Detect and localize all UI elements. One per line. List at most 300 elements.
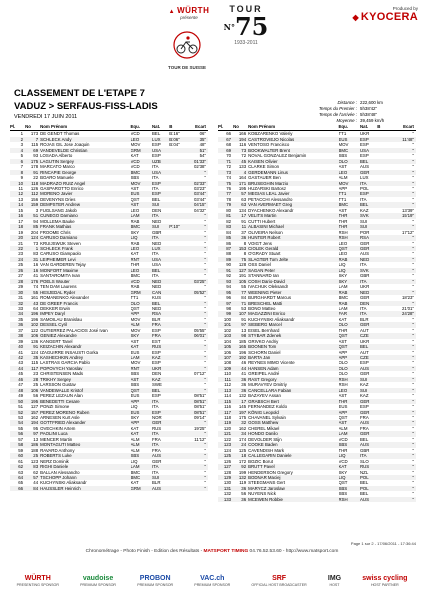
cell-nation: GER <box>360 322 377 327</box>
cell-team: LAM <box>338 305 348 311</box>
cell-nation: ESP <box>152 327 161 333</box>
cell-team: LEO <box>339 170 361 175</box>
cell-name: BALLAN Alessandro <box>40 469 80 475</box>
cell-gap: " <box>412 196 414 202</box>
cell-gap: " <box>392 497 416 502</box>
cell-gap: " <box>184 170 208 175</box>
cell-gap: " <box>204 480 206 486</box>
sponsor-logo <box>17 575 59 587</box>
cell-team: TT1 <box>130 295 139 301</box>
cell-gap: " <box>412 153 414 159</box>
sponsor-logo <box>194 575 230 587</box>
cell-gap: " <box>184 431 208 436</box>
cell-team: VCD <box>338 458 348 464</box>
cell-number: 107 <box>233 311 248 316</box>
cell-place: 122 <box>223 436 232 442</box>
cell-gap: " <box>204 262 206 268</box>
cell-team: KAT <box>130 251 139 257</box>
cell-number: 133 <box>238 164 247 170</box>
cell-gap: " <box>392 224 416 229</box>
cell-gap: " <box>392 191 416 196</box>
cell-team: SKY <box>338 273 348 279</box>
cell-team: GRM <box>131 148 153 153</box>
cell-name: LASTRAS GARCIA Pablo <box>40 360 90 366</box>
cell-place: 64 <box>10 475 25 480</box>
cell-team: SBS <box>130 175 140 181</box>
cell-gap: 08'51" <box>184 410 208 415</box>
cell-team: GRM <box>131 290 153 295</box>
cell-gap: " <box>184 268 208 273</box>
cell-number: 22 <box>33 175 39 181</box>
cell-gap: 02'33" <box>184 181 208 186</box>
cell-place: 112 <box>224 382 232 388</box>
cell-place: 8 <box>10 170 25 175</box>
cell-team: APP <box>338 349 348 355</box>
cell-nation: ITA <box>152 185 159 191</box>
cell-nation: SUI <box>152 202 169 207</box>
cell-place: 131 <box>218 486 233 491</box>
cell-number: 199 <box>238 469 247 475</box>
info-label: Moyenne : <box>336 118 357 123</box>
cell-number: 11 <box>233 224 248 229</box>
sponsor-name: SRF <box>272 575 287 582</box>
cell-team: KAT <box>130 153 139 159</box>
cell-team: LEO <box>131 137 153 142</box>
cell-bonus: B:16" <box>169 131 180 137</box>
cell-number: 41 <box>33 273 39 279</box>
cell-team: LEO <box>130 207 140 213</box>
cell-number: 31 <box>25 257 40 262</box>
cell-nation: CZE <box>360 333 377 338</box>
cell-bonus: P:10" <box>169 224 184 229</box>
cell-place: 40 <box>10 344 25 349</box>
cell-team: LIQ <box>339 268 361 273</box>
cell-name: MAGAZZINI Enrico <box>248 311 338 316</box>
cell-number: 45 <box>233 159 248 164</box>
cell-team: THR <box>339 213 361 218</box>
cell-place: 72 <box>226 164 232 170</box>
cell-number: 188 <box>30 447 39 453</box>
cell-gap: " <box>184 366 208 371</box>
cell-number: 17 <box>233 399 248 404</box>
cell-gap: 51" <box>184 148 208 153</box>
cell-name: SLAGTER Tom Jelte <box>248 257 338 262</box>
cell-nation: KAZ <box>152 355 169 360</box>
cell-name: LEIPHEIMER Levi <box>40 257 130 262</box>
cell-number: 34 <box>233 431 248 436</box>
cell-gap: 15'19" <box>392 213 416 218</box>
cell-name: MENCER Martin <box>40 436 73 442</box>
cell-place: 48 <box>10 388 25 393</box>
cell-nation: NZL <box>360 469 369 475</box>
cell-place: 71 <box>218 159 233 164</box>
tour-number <box>220 14 272 40</box>
cell-name: KOBZARENKO Valeriy <box>248 131 293 137</box>
cell-gap: " <box>412 349 414 355</box>
cell-gap: " <box>412 142 414 148</box>
cell-number: 71 <box>233 301 248 306</box>
cell-gap: " <box>392 301 416 306</box>
cell-nation: DEN <box>152 371 162 377</box>
emblem-caption: TOUR DE SUISSE <box>168 65 206 70</box>
cell-gap: " <box>412 425 414 431</box>
cell-bonus: B:06" <box>169 137 184 142</box>
cell-place: 60 <box>10 453 25 458</box>
cell-nation: ITA <box>360 453 377 458</box>
cell-nation: BEL <box>360 436 369 442</box>
cell-team: THR <box>338 327 348 333</box>
cell-team: LEO <box>131 268 153 273</box>
cell-place: 69 <box>218 148 233 153</box>
cell-place: 62 <box>10 464 25 469</box>
cell-name: CUTTI Hubert <box>248 218 276 224</box>
cell-number: 91 <box>241 218 247 224</box>
cell-gap: " <box>184 475 208 480</box>
cell-gap: " <box>204 273 206 279</box>
cell-gap: " <box>204 349 206 355</box>
cell-number: 162 <box>238 425 247 431</box>
cell-number: 46 <box>241 360 247 366</box>
cell-number: 28 <box>25 377 40 382</box>
cell-gap: " <box>204 316 206 322</box>
cell-nation: FRA <box>152 333 169 338</box>
cell-team: OLO <box>131 301 153 306</box>
cell-team: LIQ <box>339 475 361 480</box>
cell-team: RSH <box>339 235 361 240</box>
cell-number: 91 <box>25 170 40 175</box>
cell-gap: " <box>184 486 208 491</box>
cell-nation: ITA <box>152 464 169 469</box>
cell-name: NERZ Dominik <box>40 458 69 464</box>
cell-nation: UZB <box>152 159 169 164</box>
cell-place: 9 <box>20 175 24 181</box>
cell-team: EUS <box>130 393 140 399</box>
cell-team: OLO <box>338 360 348 366</box>
cell-nation: BEL <box>360 202 377 207</box>
cell-number: 36 <box>233 388 248 393</box>
cell-nation: BEL <box>360 344 377 349</box>
cell-nation: UKR <box>360 131 370 137</box>
header-bonus: B <box>169 124 184 131</box>
cell-nation: LUX <box>152 246 169 251</box>
cell-number: 94 <box>33 218 39 224</box>
sponsor-name: VAC.ch <box>200 575 225 582</box>
cell-name: BONO Matteo <box>248 305 276 311</box>
cell-name: COSH Dario-David <box>248 279 338 284</box>
cell-nation: SVK <box>360 268 377 273</box>
cell-team: LAM <box>131 213 153 218</box>
cell-team: KAT <box>131 344 153 349</box>
cell-gap: " <box>392 202 416 207</box>
cell-team: TT1 <box>338 131 347 137</box>
cell-gap: " <box>392 333 416 338</box>
cell-number: 83 <box>25 464 40 469</box>
cell-place: 80 <box>226 207 232 213</box>
cell-number: 125 <box>238 447 247 453</box>
cell-place: 111 <box>218 377 233 382</box>
cell-name: PEREZ LEZAUN Alan <box>40 393 83 399</box>
cell-nation: FRA <box>152 322 169 327</box>
sponsor-caption: PREMIUM SPONSOR <box>80 583 117 587</box>
cell-number: 175 <box>238 415 247 421</box>
cell-place: 32 <box>10 301 25 306</box>
footer-suffix: 04.76.52.53.60 - http://www.matsport.com <box>248 549 339 554</box>
cell-team: BMC <box>339 202 361 207</box>
cell-nation: USA <box>152 257 169 262</box>
sponsor-name: PROBON <box>139 575 171 582</box>
cell-team: RAB <box>339 257 361 262</box>
cell-team: KAT <box>338 316 347 322</box>
cell-place: 28 <box>10 279 25 284</box>
cell-number: 18 <box>233 453 248 458</box>
cell-number: 51 <box>25 213 40 218</box>
cell-gap: 19'25" <box>193 425 206 431</box>
cell-team: RNT <box>131 257 153 262</box>
cell-nation: BEL <box>360 480 369 486</box>
cell-number: 166 <box>238 131 247 137</box>
cell-team: QST <box>339 333 361 338</box>
cell-number: 145 <box>238 404 247 410</box>
cell-number: 127 <box>30 404 39 410</box>
cell-name: KAISEN Olivier <box>248 159 338 164</box>
cell-nation: EST <box>152 338 161 344</box>
cell-gap: 02'38" <box>193 164 206 170</box>
cell-name: CUNEGO Damiano <box>40 213 130 218</box>
cell-gap: " <box>392 475 416 480</box>
cell-name: CALLEGARIN Daniele <box>248 453 338 458</box>
cell-number: 161 <box>30 295 39 301</box>
cell-gap: " <box>412 360 414 366</box>
cell-nation: SVK <box>360 213 377 218</box>
cell-gap: 06'01" <box>184 333 208 338</box>
results-body-left <box>10 131 208 491</box>
cell-gap: " <box>392 410 416 415</box>
cell-place: 106 <box>223 349 232 355</box>
cell-name: FERNANDEZ Koldo <box>248 404 287 410</box>
cell-name: WEENING Pieter <box>248 290 338 295</box>
cell-place: 133 <box>218 497 233 502</box>
cell-team: EUS <box>339 137 361 142</box>
cell-name: DESSEL Cyril <box>40 322 130 327</box>
cell-gap: " <box>412 273 414 279</box>
cell-number: 164 <box>238 175 247 181</box>
cell-gap: " <box>412 251 414 257</box>
sponsor-logo <box>251 575 306 587</box>
sponsor-caption: PREMIUM SPONSOR <box>137 583 174 587</box>
cell-place: 25 <box>18 262 24 268</box>
cell-name: VELITS Martin <box>248 213 338 218</box>
cell-gap: " <box>392 399 416 404</box>
cell-gap: " <box>184 322 208 327</box>
cell-number: 134 <box>238 207 247 213</box>
cell-number: 36 <box>233 377 248 382</box>
cell-place: 22 <box>10 246 25 251</box>
cell-team: OLO <box>339 366 361 371</box>
sponsor-logo <box>80 575 116 587</box>
cell-name: IZAGUIRRE INSAUSTI Gorka <box>40 349 99 355</box>
info-value: 222,600 km <box>360 100 383 105</box>
produced-by-text: Produced by <box>392 6 418 11</box>
cell-place: 52 <box>10 410 25 415</box>
cell-gap: 11'48" <box>392 137 416 142</box>
cell-gap: " <box>392 290 416 295</box>
cell-number: 16 <box>25 268 40 273</box>
cell-number: 153 <box>233 246 248 251</box>
cell-number: 56 <box>241 491 247 497</box>
cell-team: SBS <box>339 486 361 491</box>
cell-number: 44 <box>33 480 39 486</box>
cell-name: MEGIAS LEAL Javier <box>248 191 338 196</box>
cell-name: SAGAN Peter <box>248 268 338 273</box>
sponsor-name: WÜRTH <box>24 575 51 582</box>
cell-name: O'GRADY Stuart <box>248 251 281 257</box>
cell-name: PAOLINI Luca <box>40 431 130 436</box>
cell-nation: NED <box>152 305 162 311</box>
cell-number: 63 <box>233 202 248 207</box>
cell-nation: GBR <box>152 229 162 235</box>
cell-number: 75 <box>233 257 248 262</box>
cell-name: NOVAL GONZALEZ Benjamin <box>248 153 307 159</box>
cell-team: AST <box>338 207 347 213</box>
info-label: Distance : <box>337 100 357 105</box>
cell-name: BAZAYEV Assan <box>248 393 281 399</box>
cell-name: BOONEN Tom <box>248 344 338 349</box>
cell-nation: GER <box>360 410 377 415</box>
kyocera-name: ◆ KYOCERA <box>346 11 418 23</box>
cell-place: 114 <box>224 393 232 399</box>
cell-place: 37 <box>18 327 24 333</box>
cell-number: 185 <box>238 338 247 344</box>
cell-place: 86 <box>226 240 232 246</box>
header-nation: Nat. <box>360 124 377 131</box>
cell-number: 157 <box>25 410 40 415</box>
cell-gap: " <box>184 246 208 251</box>
cell-place: 10 <box>10 181 25 186</box>
cell-gap: " <box>204 469 206 475</box>
cell-place: 20 <box>10 235 25 240</box>
cell-nation: NED <box>152 240 162 246</box>
cell-gap: 08'51" <box>184 399 208 404</box>
info-label: Temps du Premier : <box>318 106 357 111</box>
cell-number: 55 <box>25 290 40 295</box>
cell-gap: " <box>204 458 206 464</box>
cell-place: 14 <box>10 202 25 207</box>
cell-nation: GER <box>152 420 169 425</box>
cell-team: SBS <box>130 382 140 388</box>
cell-nation: DEN <box>360 301 377 306</box>
cell-number: 93 <box>33 153 39 159</box>
cell-name: GRIVKO Andriy <box>248 338 279 344</box>
cell-nation: BLR <box>152 316 161 322</box>
cell-nation: SLO <box>360 458 369 464</box>
cell-place: 3 <box>20 142 24 148</box>
cell-name: PEREZ MORENO Ruben <box>40 410 130 415</box>
cell-number: 36 <box>233 497 248 502</box>
cell-name: DEMPSTER Andrew <box>40 202 130 207</box>
cell-nation: UKR <box>360 338 370 344</box>
cell-number: 55 <box>241 284 247 290</box>
cell-place: 76 <box>226 185 232 191</box>
footer-prefix: Chronométrage - Photo Finish - Edition des Résultats - <box>85 549 204 554</box>
cell-place: 82 <box>226 218 232 224</box>
cell-place: 43 <box>18 360 24 366</box>
cell-nation: AUS <box>152 486 169 491</box>
cell-place: 50 <box>10 399 25 404</box>
cell-place: 132 <box>223 491 232 497</box>
cell-name: SIEBERG Marcel <box>248 322 338 327</box>
cell-number: 196 <box>25 311 40 316</box>
cell-team: RAB <box>339 301 361 306</box>
results-tables <box>8 124 418 540</box>
cell-number: 191 <box>238 273 247 279</box>
cell-team: VCD <box>338 436 348 442</box>
cell-number: 32 <box>233 420 248 425</box>
cell-gap: " <box>392 344 416 349</box>
table-header-row <box>10 124 208 131</box>
cell-place: 87 <box>218 246 233 251</box>
cell-place: 35 <box>18 316 24 322</box>
info-label: Temps de l'arrivée : <box>318 112 357 117</box>
cell-place: 5 <box>20 153 24 159</box>
cell-team: MOV <box>130 360 141 366</box>
cell-nation: FRA <box>360 425 369 431</box>
cell-name: POPOVYCH Yaroslav <box>40 366 130 371</box>
cell-place: 54 <box>10 420 25 425</box>
cell-team: RSH <box>339 377 361 382</box>
cell-number: 25 <box>25 453 40 458</box>
cell-gap: " <box>412 436 414 442</box>
cell-gap: 09'14" <box>193 415 206 421</box>
cell-nation: AUS <box>360 420 377 425</box>
tour-number-sup: N° <box>223 22 235 32</box>
cell-team: LEO <box>339 388 361 393</box>
cell-nation: AUT <box>360 349 369 355</box>
header-gap: Ecart <box>392 124 416 131</box>
cell-name: SCHLECK Frank <box>40 246 130 251</box>
cell-number: 128 <box>238 262 247 268</box>
cell-team: SBS <box>338 153 348 159</box>
cell-name: BODNAR Maciej <box>248 475 338 480</box>
cell-place: 78 <box>226 196 232 202</box>
cell-place: 74 <box>226 175 232 181</box>
cell-name: OLIVEIRA Nelson <box>248 229 283 235</box>
cell-nation: BEL <box>152 388 169 393</box>
cell-place: 53 <box>18 415 24 421</box>
cell-gap: " <box>392 257 416 262</box>
cell-place: 17 <box>18 218 24 224</box>
cell-team: SBS <box>338 491 348 497</box>
cell-place: 19 <box>18 229 24 235</box>
cell-number: 57 <box>233 191 248 196</box>
cell-name: ARNESEN Kurt Asle <box>40 415 80 421</box>
cell-team: VCD <box>130 131 140 137</box>
cell-bonus <box>169 486 184 491</box>
cell-name: REYNES MIMO Vicente <box>248 360 295 366</box>
cell-nation: USA <box>152 262 161 268</box>
cell-name: BENEDETTI Cesare <box>40 399 130 404</box>
cell-name: CANCELLARA Fabian <box>248 388 338 393</box>
cell-name: KANGERT Tanel <box>40 338 73 344</box>
cell-nation: ESP <box>360 137 377 142</box>
wurth-presents-text: présente <box>180 15 198 20</box>
cell-place: 57 <box>18 436 24 442</box>
cell-place: 44 <box>10 366 25 371</box>
cell-number: 53 <box>241 305 247 311</box>
cell-team: THR <box>339 224 361 229</box>
cell-gap: " <box>412 240 414 246</box>
cell-gap: 17'12" <box>401 229 414 235</box>
stage-info <box>248 100 408 124</box>
